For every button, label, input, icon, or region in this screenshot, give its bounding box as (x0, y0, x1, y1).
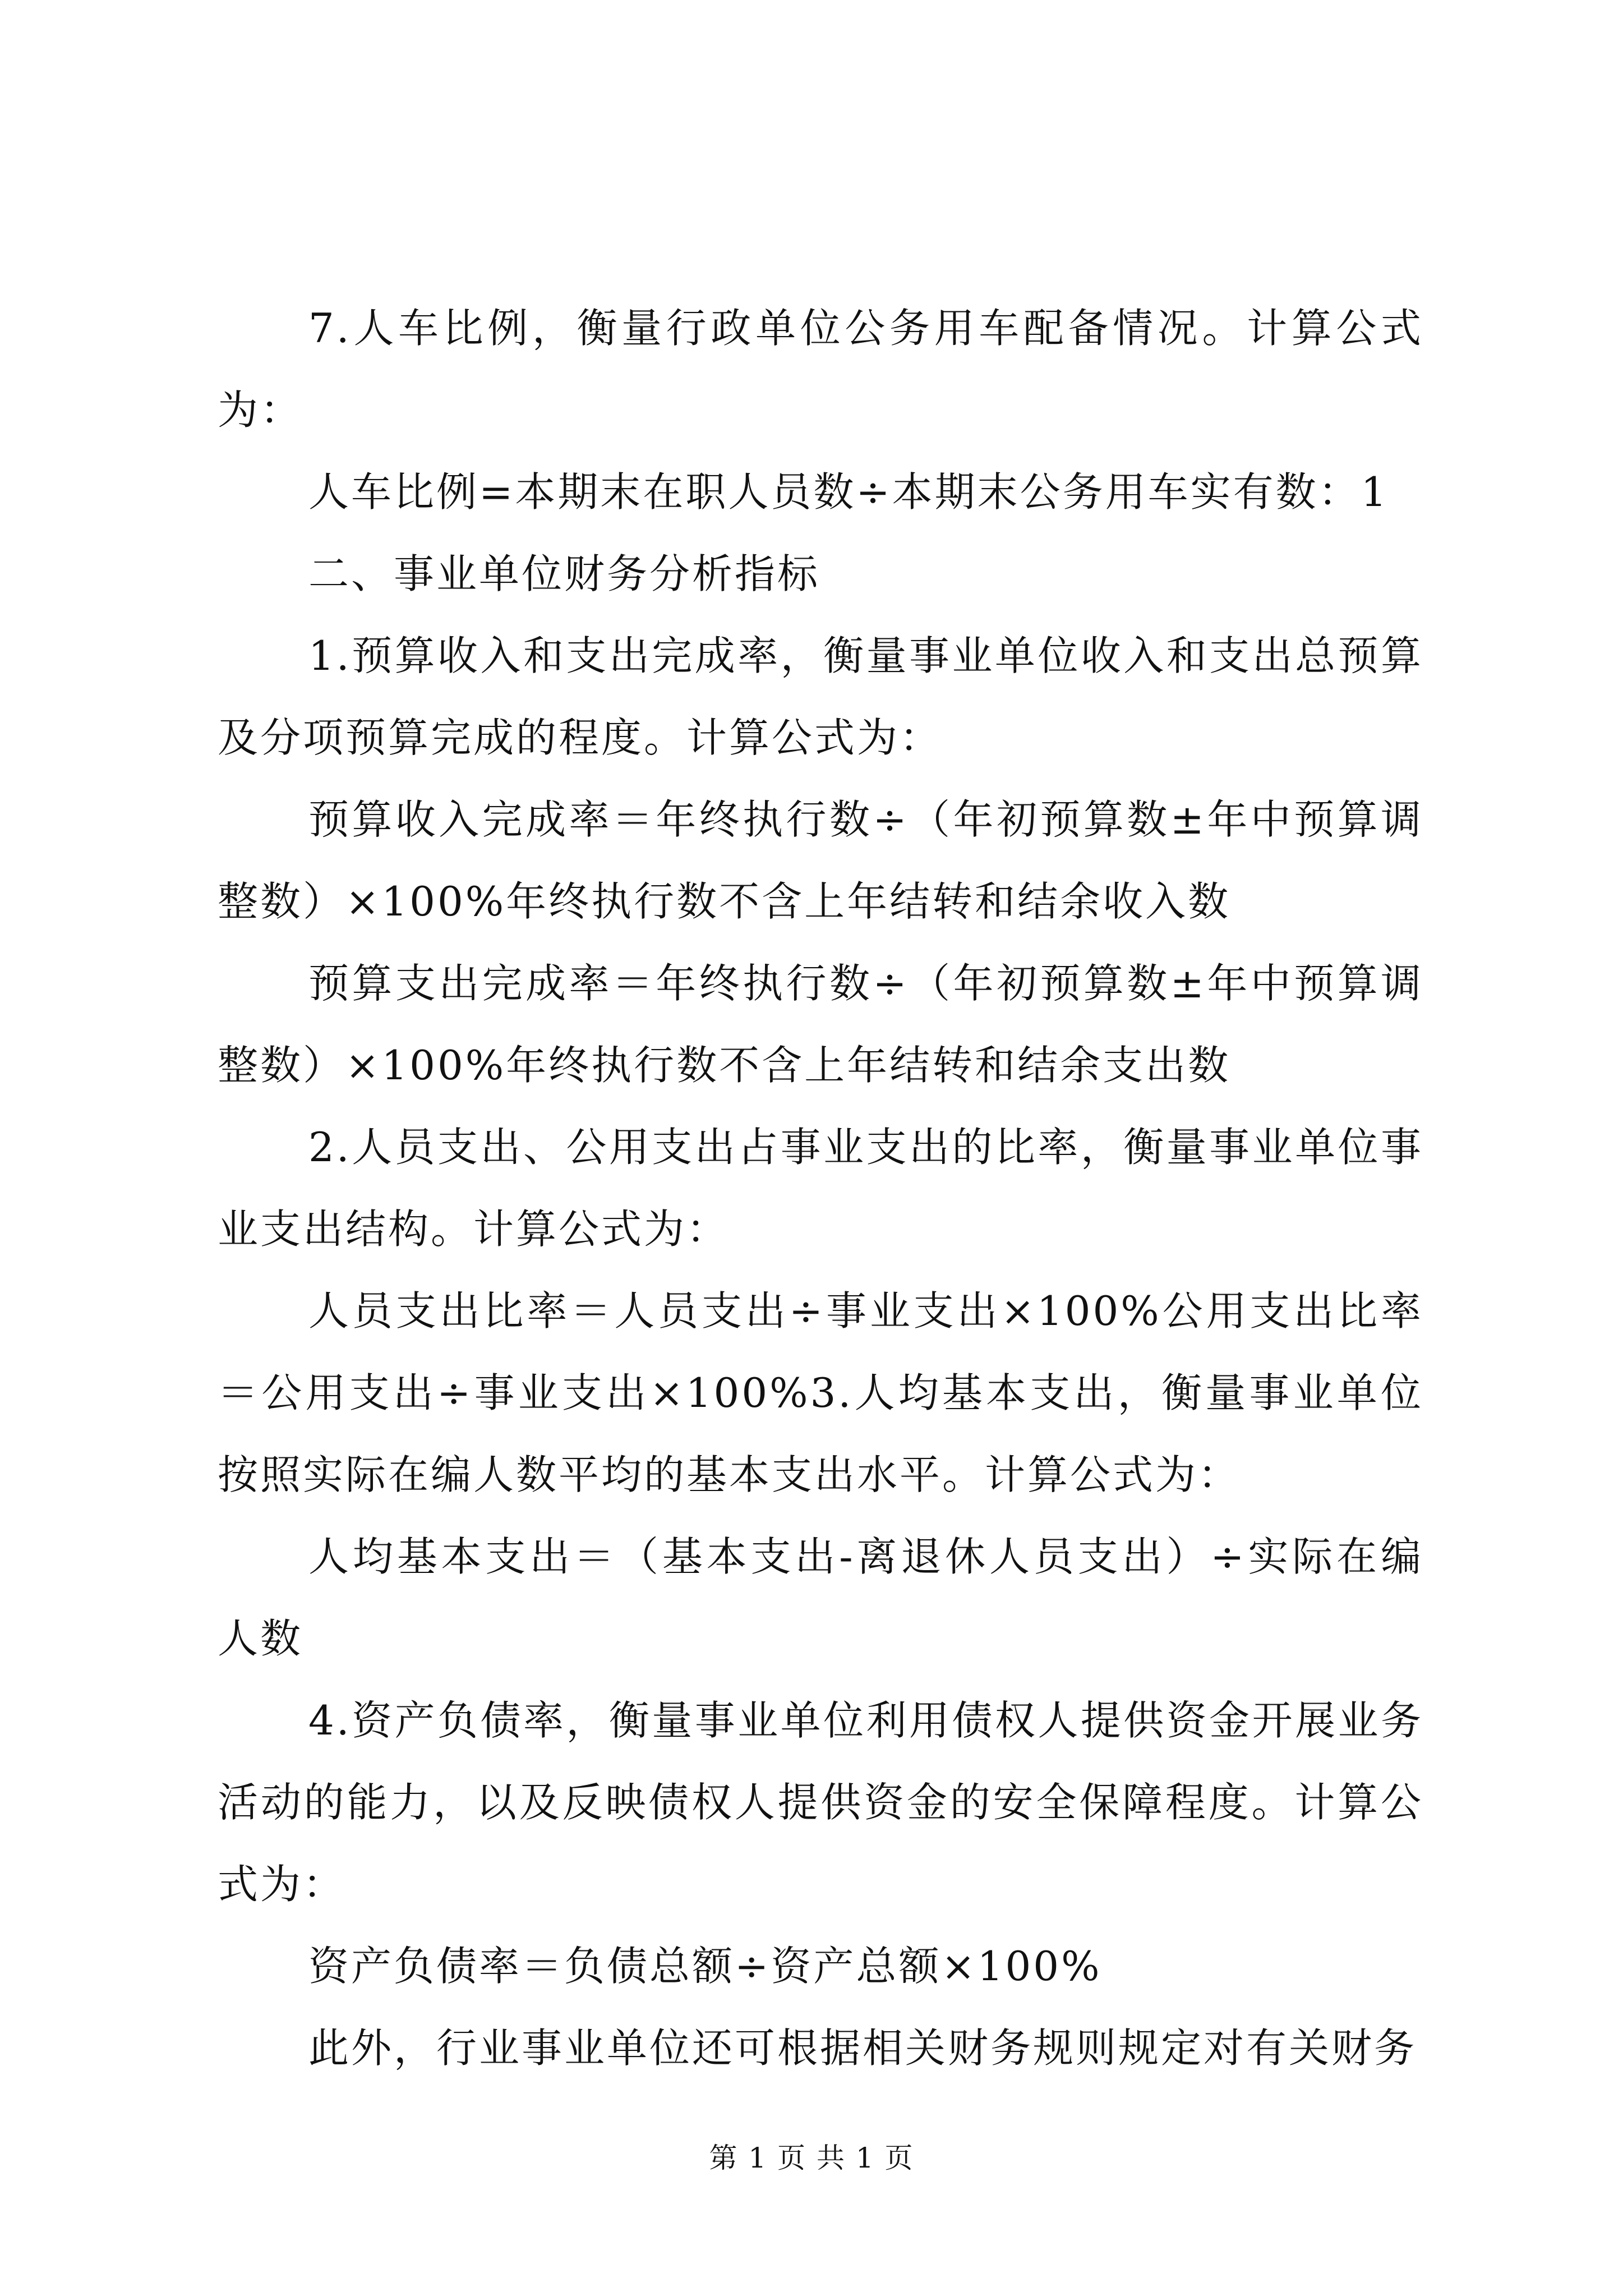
paragraph-debt-ratio-formula: 资产负债率＝负债总额÷资产总额×100% (308, 1943, 1102, 1990)
document-body (218, 287, 1423, 2089)
paragraph-expense-ratio: 2.人员支出、公用支出占事业支出的比率，衡量事业单位事业支出结构。计算公式为： (218, 1124, 1423, 1253)
paragraph-budget-income-formula: 预算收入完成率＝年终执行数÷（年初预算数±年中预算调整数）×100%年终执行数不含上年结转和结余收入数 (218, 796, 1423, 925)
paragraph-budget-completion: 1.预算收入和支出完成率，衡量事业单位收入和支出总预算及分项预算完成的程度。计算公式为： (218, 632, 1423, 761)
paragraph-closing-note: 此外，行业事业单位还可根据相关财务规则规定对有关财务 (308, 2024, 1417, 2072)
page-footer: 第 1 页 共 1 页 (709, 2142, 914, 2174)
paragraph-expense-ratio-formula: 人员支出比率＝人员支出÷事业支出×100%公用支出比率＝公用支出÷事业支出×100%3.人均基本支出，衡量事业单位按照实际在编人数平均的基本支出水平。计算公式为： (218, 1287, 1423, 1498)
paragraph-per-capita-formula: 人均基本支出＝（基本支出-离退休人员支出）÷实际在编人数 (218, 1533, 1423, 1662)
paragraph-vehicle-ratio-formula: 人车比例=本期末在职人员数÷本期末公务用车实有数：1 (308, 468, 1389, 516)
section-heading-institution-indicators: 二、事业单位财务分析指标 (308, 550, 820, 597)
paragraph-vehicle-ratio: 7.人车比例，衡量行政单位公务用车配备情况。计算公式为： (218, 305, 1423, 434)
paragraph-debt-ratio: 4.资产负债率，衡量事业单位利用债权人提供资金开展业务活动的能力，以及反映债权人提供资金的安全保障程度。计算公式为： (218, 1697, 1423, 1908)
paragraph-budget-expense-formula: 预算支出完成率＝年终执行数÷（年初预算数±年中预算调整数）×100%年终执行数不含上年结转和结余支出数 (218, 960, 1423, 1089)
